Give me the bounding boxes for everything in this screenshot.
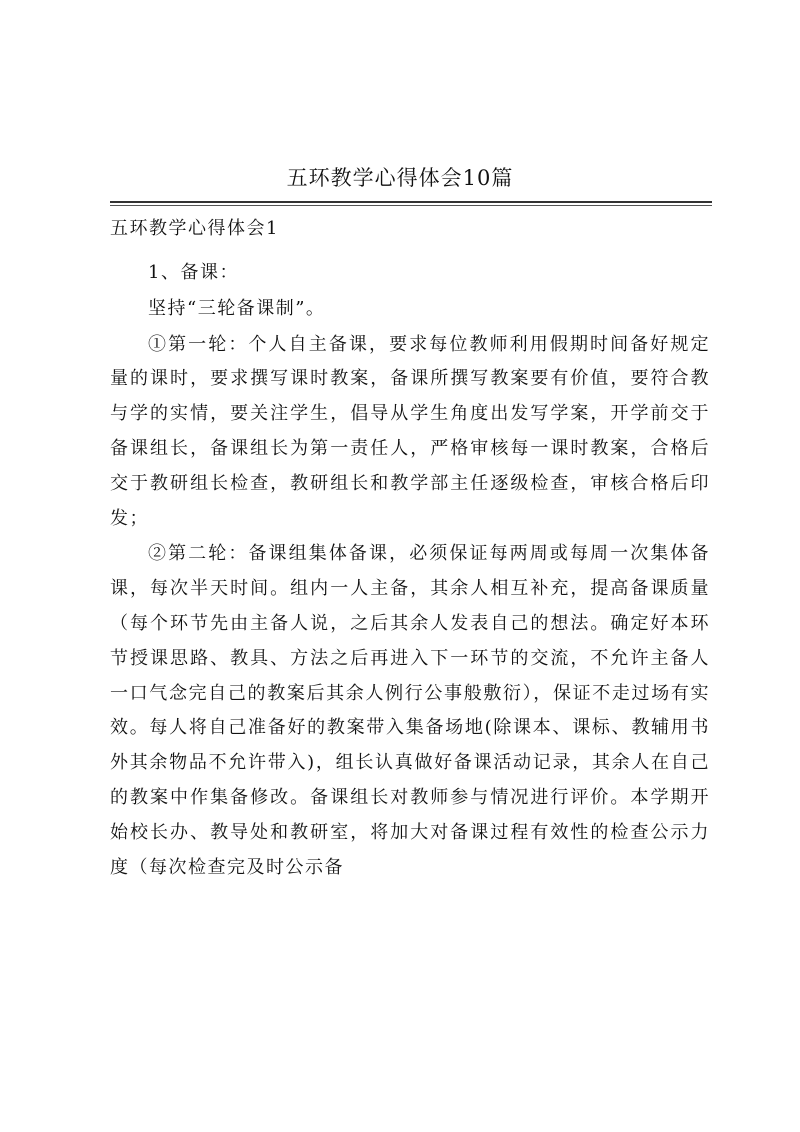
paragraph-round-one: ①第一轮：个人自主备课，要求每位教师利用假期时间备好规定量的课时，要求撰写课时教案，备课所撰写教案要有价值，要符合教与学的实情，要关注学生，倡导从学生角度出发写学案，开学前交于备课组长，备课组长为第一责任人，严格审核每一课时教案，合格后交于教研组长检查，教研组长和教学部主任逐级检查，审核合格后印发； bbox=[110, 333, 710, 529]
paragraph-lesson-prep-heading: 1、备课： bbox=[148, 262, 239, 283]
section-heading: 五环教学心得体会1 bbox=[110, 218, 279, 239]
document-body bbox=[110, 212, 710, 885]
title-divider-thin bbox=[110, 205, 712, 206]
paragraph-three-round-system: 坚持“三轮备课制”。 bbox=[148, 297, 326, 319]
document-title: 五环教学心得体会10篇 bbox=[286, 166, 514, 190]
paragraph-round-two: ②第二轮：备课组集体备课，必须保证每两周或每周一次集体备课，每次半天时间。组内一人主备，其余人相互补充，提高备课质量（每个环节先由主备人说，之后其余人发表自己的想法。确定好本环节授课思路、教具、方法之后再进入下一环节的交流，不允许主备人一口气念完自己的教案后其余人例行公事般敷衍），保证不走过场有实效。每人将自己准备好的教案带入集备场地(除课本、课标、教辅用书外其余物品不允许带入)，组长认真做好备课活动记录，其余人在自己的教案中作集备修改。备课组长对教师参与情况进行评价。本学期开始校长办、教导处和教研室，将加大对备课过程有效性的检查公示力度（每次检查完及时公示备 bbox=[110, 543, 710, 878]
title-divider-thick bbox=[110, 201, 712, 203]
